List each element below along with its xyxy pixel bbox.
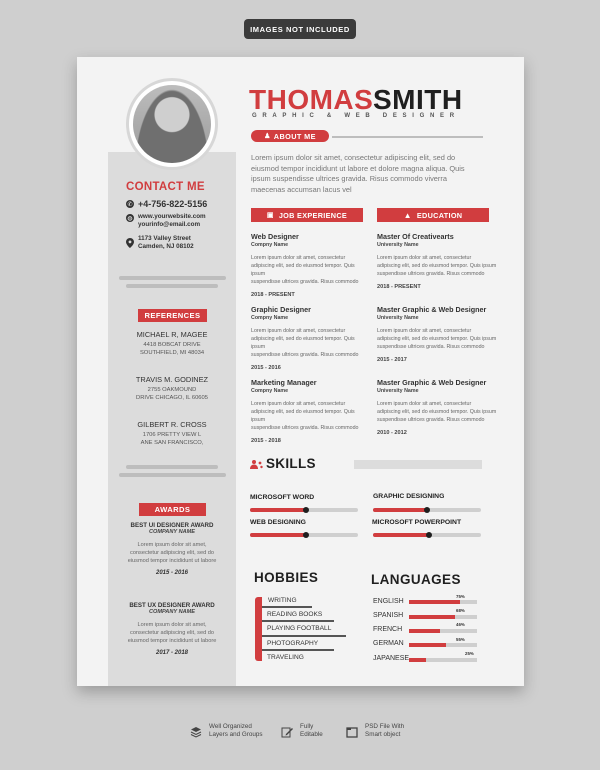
award-desc-line: consectetur adipiscing elit, sed do bbox=[130, 550, 214, 556]
education-desc-line: suspendisse ultrices gravida. Risus commodo bbox=[377, 417, 485, 423]
reference-item bbox=[108, 330, 236, 357]
education-title: Master Graphic & Web Designer bbox=[377, 378, 487, 387]
contact-email: yourinfo@email.com bbox=[138, 221, 201, 228]
education-description bbox=[377, 400, 497, 424]
divider-bar bbox=[126, 465, 218, 469]
language-track bbox=[409, 629, 477, 633]
job-desc-line: adipiscing elit, sed do eiusmod tempor. Quis ipsum bbox=[251, 263, 355, 277]
education-date: 2018 - PRESENT bbox=[377, 284, 421, 290]
about-me-text: Lorem ipsum dolor sit amet, consectetur adipiscing elit, sed do eiusmod tempor incididunt ut labore et dolore magna aliqua. Quis ipsum suspendisse ultrices gravida. Risus commodo viverra maecenas accumsan lacus vel bbox=[251, 153, 465, 194]
job-title: Marketing Manager bbox=[251, 378, 317, 387]
feature-line: Fully bbox=[300, 723, 314, 730]
feature-text bbox=[365, 723, 404, 739]
reference-item bbox=[108, 420, 236, 447]
feature-line: Well Organized bbox=[209, 723, 252, 730]
about-me-label bbox=[251, 130, 329, 142]
hobby-underline bbox=[262, 620, 334, 622]
education-desc-line: adipiscing elit, sed do eiusmod tempor. Quis ipsum bbox=[377, 409, 497, 415]
education-entry bbox=[377, 305, 497, 363]
language-track bbox=[409, 615, 477, 619]
skill-track bbox=[250, 533, 358, 537]
education-desc-line: Lorem ipsum dolor sit amet, consectetur bbox=[377, 328, 472, 334]
award-desc-line: eiusmod tempor incididunt ut labore bbox=[127, 558, 217, 564]
skill-track bbox=[250, 508, 358, 512]
skill-fill bbox=[250, 508, 306, 512]
language-track bbox=[409, 600, 477, 604]
job-desc-line: adipiscing elit, sed do eiusmod tempor. Quis ipsum bbox=[251, 336, 355, 350]
education-date: 2015 - 2017 bbox=[377, 357, 407, 363]
reference-address-line2: SOUTHFIELD, MI 48034 bbox=[139, 350, 205, 356]
images-not-included-badge: IMAGES NOT INCLUDED bbox=[244, 19, 356, 39]
education-entry bbox=[377, 232, 497, 290]
skill-knob bbox=[424, 507, 430, 513]
feature-line: Layers and Groups bbox=[209, 731, 263, 738]
hobby-underline bbox=[262, 635, 346, 637]
job-description bbox=[251, 400, 366, 432]
skill-fill bbox=[250, 533, 306, 537]
reference-address-line1: 1706 PRETTY VIEW L bbox=[142, 432, 202, 438]
reference-name: GILBERT R. CROSS bbox=[137, 420, 207, 429]
reference-name: MICHAEL R, MAGEE bbox=[136, 330, 208, 339]
language-percent: 75% bbox=[456, 594, 465, 599]
contact-address-line1: 1173 Valley Street bbox=[138, 235, 191, 242]
job-date: 2015 - 2018 bbox=[251, 438, 281, 444]
hobby-item: WRITING bbox=[268, 597, 297, 604]
job-experience-heading bbox=[251, 208, 363, 222]
award-desc-line: Lorem ipsum dolor sit amet, bbox=[137, 542, 207, 548]
hobby-underline bbox=[262, 649, 334, 651]
language-track bbox=[409, 643, 477, 647]
contact-phone: +4-756-822-5156 bbox=[138, 199, 208, 209]
language-percent: 25% bbox=[465, 651, 474, 656]
hobby-item: READING BOOKS bbox=[267, 611, 323, 618]
award-desc-line: Lorem ipsum dolor sit amet, bbox=[137, 622, 207, 628]
reference-name: TRAVIS M. GODINEZ bbox=[135, 375, 209, 384]
education-university: University Name bbox=[377, 242, 419, 248]
job-entry bbox=[251, 305, 366, 371]
name-last: SMITH bbox=[373, 84, 463, 115]
reference-address-line2: DRIVE CHICAGO, IL 60605 bbox=[136, 395, 208, 401]
language-label: FRENCH bbox=[373, 626, 403, 633]
language-fill bbox=[409, 615, 455, 619]
award-company: COMPANY NAME bbox=[148, 529, 196, 535]
feature-line: Editable bbox=[300, 731, 323, 738]
name-first: THOMAS bbox=[249, 84, 374, 115]
job-desc-line: suspendisse ultrices gravida. Risus commodo bbox=[251, 279, 359, 285]
education-label: EDUCATION bbox=[416, 210, 463, 220]
education-desc-line: Lorem ipsum dolor sit amet, consectetur bbox=[377, 401, 472, 407]
divider-bar bbox=[119, 473, 226, 477]
reference-address-line1: 4418 BOBCAT DRIVE bbox=[143, 342, 201, 348]
job-entry bbox=[251, 232, 366, 298]
feature-layers bbox=[190, 723, 263, 739]
reference-address-line1: 2755 OAKMOUND bbox=[147, 387, 197, 393]
skills-heading: SKILLS bbox=[266, 456, 316, 471]
education-desc-line: suspendisse ultrices gravida. Risus commodo bbox=[377, 271, 485, 277]
job-desc-line: Lorem ipsum dolor sit amet, consectetur bbox=[251, 328, 346, 334]
education-desc-line: suspendisse ultrices gravida. Risus commodo bbox=[377, 344, 485, 350]
award-year: 2017 - 2018 bbox=[155, 650, 189, 656]
education-university: University Name bbox=[377, 388, 419, 394]
language-percent: 55% bbox=[456, 637, 465, 642]
job-title: Web Designer bbox=[251, 232, 299, 241]
language-percent: 68% bbox=[456, 608, 465, 613]
award-title: BEST UX DESIGNER AWARD bbox=[129, 602, 215, 609]
divider-bar bbox=[332, 136, 483, 138]
award-company: COMPANY NAME bbox=[148, 609, 196, 615]
feature-editable bbox=[281, 723, 323, 739]
language-fill bbox=[409, 658, 426, 662]
job-description bbox=[251, 254, 366, 286]
feature-text bbox=[300, 723, 323, 739]
job-company: Compny Name bbox=[251, 242, 289, 248]
skill-track bbox=[373, 508, 481, 512]
feature-text bbox=[209, 723, 263, 739]
job-date: 2018 - PRESENT bbox=[251, 292, 295, 298]
award-year: 2015 - 2016 bbox=[155, 570, 189, 576]
skill-label: WEB DESIGNING bbox=[250, 519, 306, 526]
language-percent: 46% bbox=[456, 622, 465, 627]
language-fill bbox=[409, 643, 446, 647]
contact-web-row bbox=[126, 213, 206, 229]
education-date: 2010 - 2012 bbox=[377, 430, 407, 436]
job-date: 2015 - 2016 bbox=[251, 365, 281, 371]
language-label: JAPANESE bbox=[373, 655, 410, 662]
language-fill bbox=[409, 629, 440, 633]
education-desc-line: Lorem ipsum dolor sit amet, consectetur bbox=[377, 255, 472, 261]
hobbies-accent-bar bbox=[255, 597, 262, 661]
education-desc-line: adipiscing elit, sed do eiusmod tempor. Quis ipsum bbox=[377, 263, 497, 269]
job-title-subtitle: GRAPHIC & WEB DESIGNER bbox=[252, 113, 460, 119]
contact-website: www.yourwebsite.com bbox=[138, 213, 206, 220]
education-desc-line: adipiscing elit, sed do eiusmod tempor. Quis ipsum bbox=[377, 336, 497, 342]
briefcase-icon: ▣ bbox=[266, 212, 274, 219]
graduation-cap-icon: ▲ bbox=[403, 210, 412, 220]
skill-label: MICROSOFT POWERPOINT bbox=[372, 519, 462, 526]
awards-heading: AWARDS bbox=[139, 503, 206, 516]
layers-icon bbox=[190, 725, 201, 737]
hobby-underline bbox=[262, 606, 312, 608]
language-track bbox=[409, 658, 477, 662]
location-pin-icon bbox=[126, 235, 134, 245]
divider-bar bbox=[354, 460, 482, 469]
contact-address-lines bbox=[138, 235, 194, 251]
education-university: University Name bbox=[377, 315, 419, 321]
reference-address-line2: ANE SAN FRANCISCO, bbox=[140, 440, 204, 446]
phone-icon: ✆ bbox=[127, 201, 133, 208]
education-heading bbox=[377, 208, 489, 222]
skill-track bbox=[373, 533, 481, 537]
hobbies-heading: HOBBIES bbox=[254, 570, 319, 585]
references-heading: REFERENCES bbox=[138, 309, 207, 322]
award-desc-line: eiusmod tempor incididunt ut labore bbox=[127, 638, 217, 644]
award-desc-line: consectetur adipiscing elit, sed do bbox=[130, 630, 214, 636]
contact-phone-row bbox=[126, 199, 207, 209]
skill-label: MICROSOFT WORD bbox=[250, 494, 315, 501]
job-desc-line: Lorem ipsum dolor sit amet, consectetur bbox=[251, 255, 346, 261]
language-label: GERMAN bbox=[373, 640, 404, 647]
feature-psd bbox=[346, 723, 404, 739]
skill-fill bbox=[373, 508, 427, 512]
contact-address-line2: Camden, NJ 08102 bbox=[138, 243, 194, 250]
job-experience-label: JOB EXPERIENCE bbox=[278, 210, 348, 220]
reference-item bbox=[108, 375, 236, 402]
job-desc-line: adipiscing elit, sed do eiusmod tempor. Quis ipsum bbox=[251, 409, 355, 423]
award-item bbox=[108, 522, 236, 576]
hobby-item: PLAYING FOOTBALL bbox=[267, 625, 332, 632]
job-company: Compny Name bbox=[251, 315, 289, 321]
about-me-label-text: ABOUT ME bbox=[273, 131, 316, 141]
education-title: Master Graphic & Web Designer bbox=[377, 305, 487, 314]
education-description bbox=[377, 327, 497, 351]
education-title: Master Of Creativearts bbox=[377, 232, 454, 241]
job-desc-line: suspendisse ultrices gravida. Risus commodo bbox=[251, 352, 359, 358]
avatar bbox=[133, 85, 211, 163]
education-entry bbox=[377, 378, 497, 436]
language-label: ENGLISH bbox=[373, 598, 404, 605]
languages-heading: LANGUAGES bbox=[371, 572, 461, 587]
divider-bar bbox=[126, 284, 218, 288]
award-title: BEST UI DESIGNER AWARD bbox=[130, 522, 214, 529]
divider-bar bbox=[119, 276, 226, 280]
skills-icon bbox=[250, 458, 263, 476]
language-fill bbox=[409, 600, 460, 604]
job-entry bbox=[251, 378, 366, 444]
contact-heading: CONTACT ME bbox=[126, 181, 205, 193]
feature-line: PSD File With bbox=[365, 723, 405, 730]
job-desc-line: suspendisse ultrices gravida. Risus commodo bbox=[251, 425, 359, 431]
job-company: Compny Name bbox=[251, 388, 289, 394]
globe-icon: ◍ bbox=[127, 215, 133, 222]
person-icon: ♟ bbox=[264, 133, 271, 140]
skill-fill bbox=[373, 533, 429, 537]
job-description bbox=[251, 327, 366, 359]
hobby-item: TRAVELING bbox=[267, 654, 304, 661]
education-description bbox=[377, 254, 497, 278]
award-item bbox=[108, 602, 236, 656]
feature-line: Smart object bbox=[365, 731, 401, 738]
language-label: SPANISH bbox=[373, 612, 404, 619]
contact-web-lines bbox=[138, 213, 206, 229]
hobby-item: PHOTOGRAPHY bbox=[267, 640, 319, 647]
folder-icon bbox=[346, 725, 357, 737]
skill-label: GRAPHIC DESIGNING bbox=[373, 493, 445, 500]
job-desc-line: Lorem ipsum dolor sit amet, consectetur bbox=[251, 401, 346, 407]
job-title: Graphic Designer bbox=[251, 305, 311, 314]
contact-address-row bbox=[126, 235, 194, 251]
edit-icon bbox=[281, 725, 292, 737]
